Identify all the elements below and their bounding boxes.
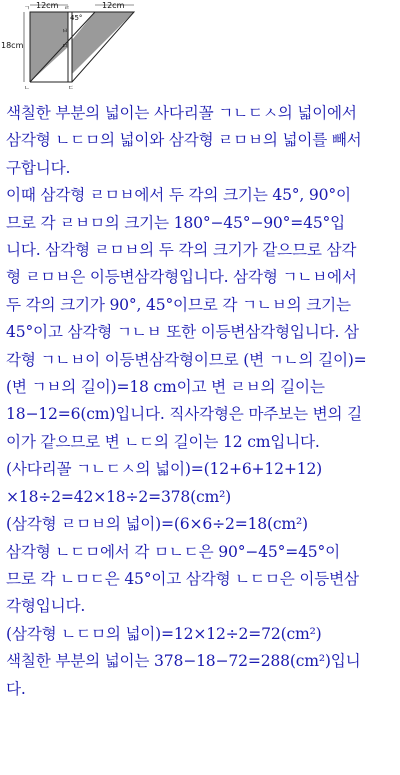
solution-line: (변 ㄱㅂ의 길이)=18 cm이고 변 ㄹㅂ의 길이는 [6, 378, 325, 397]
solution-line: (삼각형 ㄴㄷㅁ의 넓이)=12×12÷2=72(cm²) [6, 624, 322, 643]
label-left: 18cm [1, 41, 24, 50]
solution-line: 45°이고 삼각형 ㄱㄴㅂ 또한 이등변삼각형입니다. 삼 [6, 323, 359, 342]
vertex-label: ㄱ [24, 5, 30, 12]
solution-line: 두 각의 크기가 90°, 45°이므로 각 ㄱㄴㅂ의 크기는 [6, 295, 351, 314]
label-angle: 45° [70, 14, 83, 22]
solution-line: 니다. 삼각형 ㄹㅁㅂ의 두 각의 크기가 같으므로 삼각 [6, 241, 357, 260]
trapezoid-figure [0, 0, 140, 92]
solution-text [6, 100, 398, 703]
solution-line: 이때 삼각형 ㄹㅁㅂ에서 두 각의 크기는 45°, 90°이 [6, 186, 351, 205]
solution-line: 형 ㄹㅁㅂ은 이등변삼각형입니다. 삼각형 ㄱㄴㅂ에서 [6, 268, 357, 287]
solution-line: 므로 각 ㄹㅂㅁ의 크기는 180°−45°−90°=45°입 [6, 213, 346, 232]
solution-line: 이가 같으므로 변 ㄴㄷ의 길이는 12 cm입니다. [6, 432, 320, 451]
solution-line: ×18÷2=42×18÷2=378(cm²) [6, 487, 232, 506]
solution-line: 삼각형 ㄴㄷㅁ의 넓이와 삼각형 ㄹㅁㅂ의 넓이를 빼서 [6, 131, 362, 150]
vertex-label: ㅁ [62, 43, 68, 50]
solution-line: 삼각형 ㄴㄷㅁ에서 각 ㅁㄴㄷ은 90°−45°=45°이 [6, 542, 340, 561]
vertex-label: ㄷ [68, 85, 74, 92]
solution-line: (삼각형 ㄹㅁㅂ의 넓이)=(6×6÷2=18(cm²) [6, 515, 308, 534]
solution-line: 18−12=6(cm)입니다. 직사각형은 마주보는 변의 길 [6, 405, 362, 424]
solution-line: (사다리꼴 ㄱㄴㄷㅅ의 넓이)=(12+6+12+12) [6, 460, 323, 479]
solution-line: 므로 각 ㄴㅁㄷ은 45°이고 삼각형 ㄴㄷㅁ은 이등변삼 [6, 569, 359, 588]
solution-line: 구합니다. [6, 158, 71, 177]
solution-line: 다. [6, 679, 26, 698]
vertex-label: ㄴ [24, 85, 30, 92]
vertex-label: ㄹ [64, 5, 70, 12]
solution-line: 각형입니다. [6, 597, 86, 616]
solution-line: 색칠한 부분의 넓이는 사다리꼴 ㄱㄴㄷㅅ의 넓이에서 [6, 104, 357, 122]
label-top-right: 12cm [102, 1, 125, 10]
solution-line: 색칠한 부분의 넓이는 378−18−72=288(cm²)입니 [6, 652, 361, 671]
solution-line: 각형 ㄱㄴㅂ이 이등변삼각형이므로 (변 ㄱㄴ의 길이)= [6, 350, 367, 369]
vertex-label: ㅂ [62, 28, 68, 35]
label-top-left: 12cm [36, 1, 59, 10]
